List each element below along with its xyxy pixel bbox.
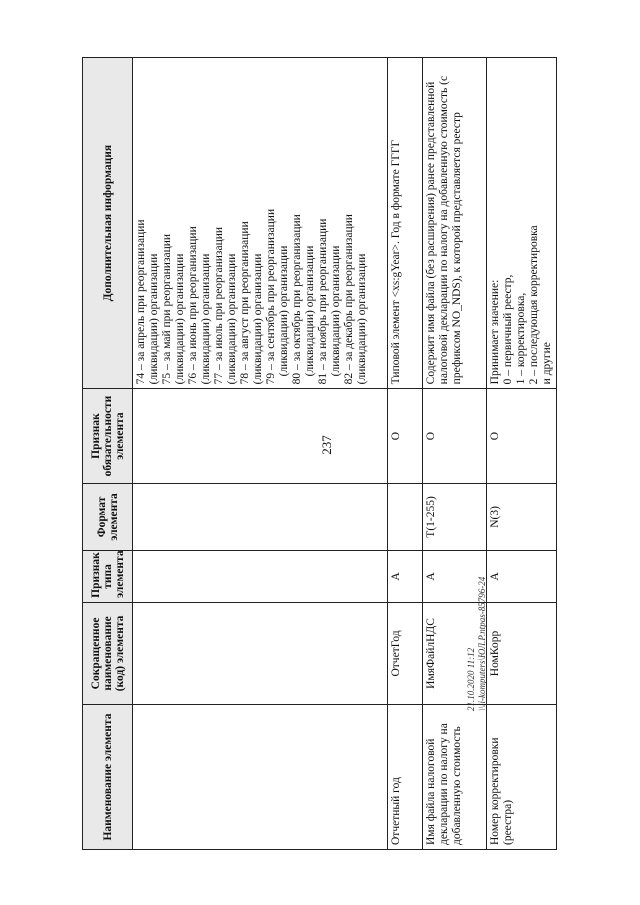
info-line: (ликвидации) организации <box>174 253 186 385</box>
info-line: 78 – за август при реорганизации <box>239 221 251 385</box>
info-line: 76 – за июнь при реорганизации <box>187 226 199 385</box>
cell-info <box>487 58 557 389</box>
info-line: 2 – последующая корректировка <box>528 225 540 385</box>
cell-name: Номер корректировки (реестра) <box>487 705 557 850</box>
cell-type <box>133 551 388 603</box>
info-line: (ликвидации) организации <box>252 253 264 385</box>
info-line: (ликвидации) организации <box>356 253 368 385</box>
footer-filepath: \\ii-komputers\ЮЛ.Р.ntpas-85796-24 <box>477 576 487 711</box>
footer-timestamp: 21.10.2020 11:12 <box>466 647 476 711</box>
header-info: Дополнительная информация <box>83 58 133 389</box>
cell-format: T(1-255) <box>423 483 487 550</box>
info-line: 81 – за ноябрь при реорганизации <box>317 218 329 385</box>
table-header-row <box>83 58 133 850</box>
header-code: Сокращенное наименование (код) элемента <box>83 602 133 704</box>
info-line: 77 – за июль при реорганизации <box>213 226 225 385</box>
cell-info: Содержит имя файла (без расширения) ранее представленной налоговой декларации по налогу на добавленную стоимость (с префиксом NO_NDS), к которой представляется реестр <box>423 58 487 389</box>
cell-code: НомКорр <box>487 602 557 704</box>
document-table-wrapper <box>82 57 553 850</box>
cell-type: А <box>423 551 487 603</box>
cell-name <box>133 705 388 850</box>
info-line: 79 – за сентябрь при реорганизации <box>265 208 277 385</box>
info-line: и другие <box>541 342 553 385</box>
cell-type: А <box>487 551 557 603</box>
cell-name: Имя файла налоговой декларации по налогу на добавленную стоимость <box>423 705 487 850</box>
cell-type: А <box>388 551 423 603</box>
cell-code <box>133 602 388 704</box>
cell-required: О <box>487 389 557 483</box>
table-row <box>487 58 557 850</box>
table-row <box>388 58 423 850</box>
info-line: 80 – за октябрь при реорганизации <box>291 214 303 385</box>
header-type: Признак типа элемента <box>83 551 133 603</box>
cell-format <box>388 483 423 550</box>
cell-info: Типовой элемент <xs:gYear>. Год в формате ГГГГ <box>388 58 423 389</box>
info-line: (ликвидации) организации <box>226 253 238 385</box>
cell-info <box>133 58 388 389</box>
cell-name: Отчетный год <box>388 705 423 850</box>
info-line: (ликвидации) организации <box>304 245 316 377</box>
info-line: 75 – за май при реорганизации <box>161 233 173 385</box>
cell-code: ОтчетГод <box>388 602 423 704</box>
cell-format: N(3) <box>487 483 557 550</box>
info-line: 1 – корректировка, <box>515 292 527 385</box>
info-line: (ликвидации) организации <box>330 245 342 377</box>
info-line: 0 – первичный реестр, <box>502 274 514 385</box>
cell-required: О <box>388 389 423 483</box>
info-line: 82 – за декабрь при реорганизации <box>343 214 355 385</box>
header-format: Формат элемента <box>83 483 133 550</box>
info-line: Принимает значение: <box>489 279 501 385</box>
info-line: (ликвидации) организации <box>200 253 212 385</box>
cell-format <box>133 483 388 550</box>
table-row <box>133 58 388 850</box>
element-table <box>82 57 557 850</box>
cell-required: О <box>423 389 487 483</box>
info-line: 74 – за апрель при реорганизации <box>135 219 147 385</box>
cell-code: ИмяФайлНДС <box>423 602 487 704</box>
header-name: Наименование элемента <box>83 705 133 850</box>
page-number: 237 <box>319 435 334 455</box>
cell-required <box>133 389 388 483</box>
header-required: Признак обязательности элемента <box>83 389 133 483</box>
info-line: (ликвидации) организации <box>148 253 160 385</box>
info-line: (ликвидации) организации <box>278 245 290 377</box>
table-row <box>423 58 487 850</box>
